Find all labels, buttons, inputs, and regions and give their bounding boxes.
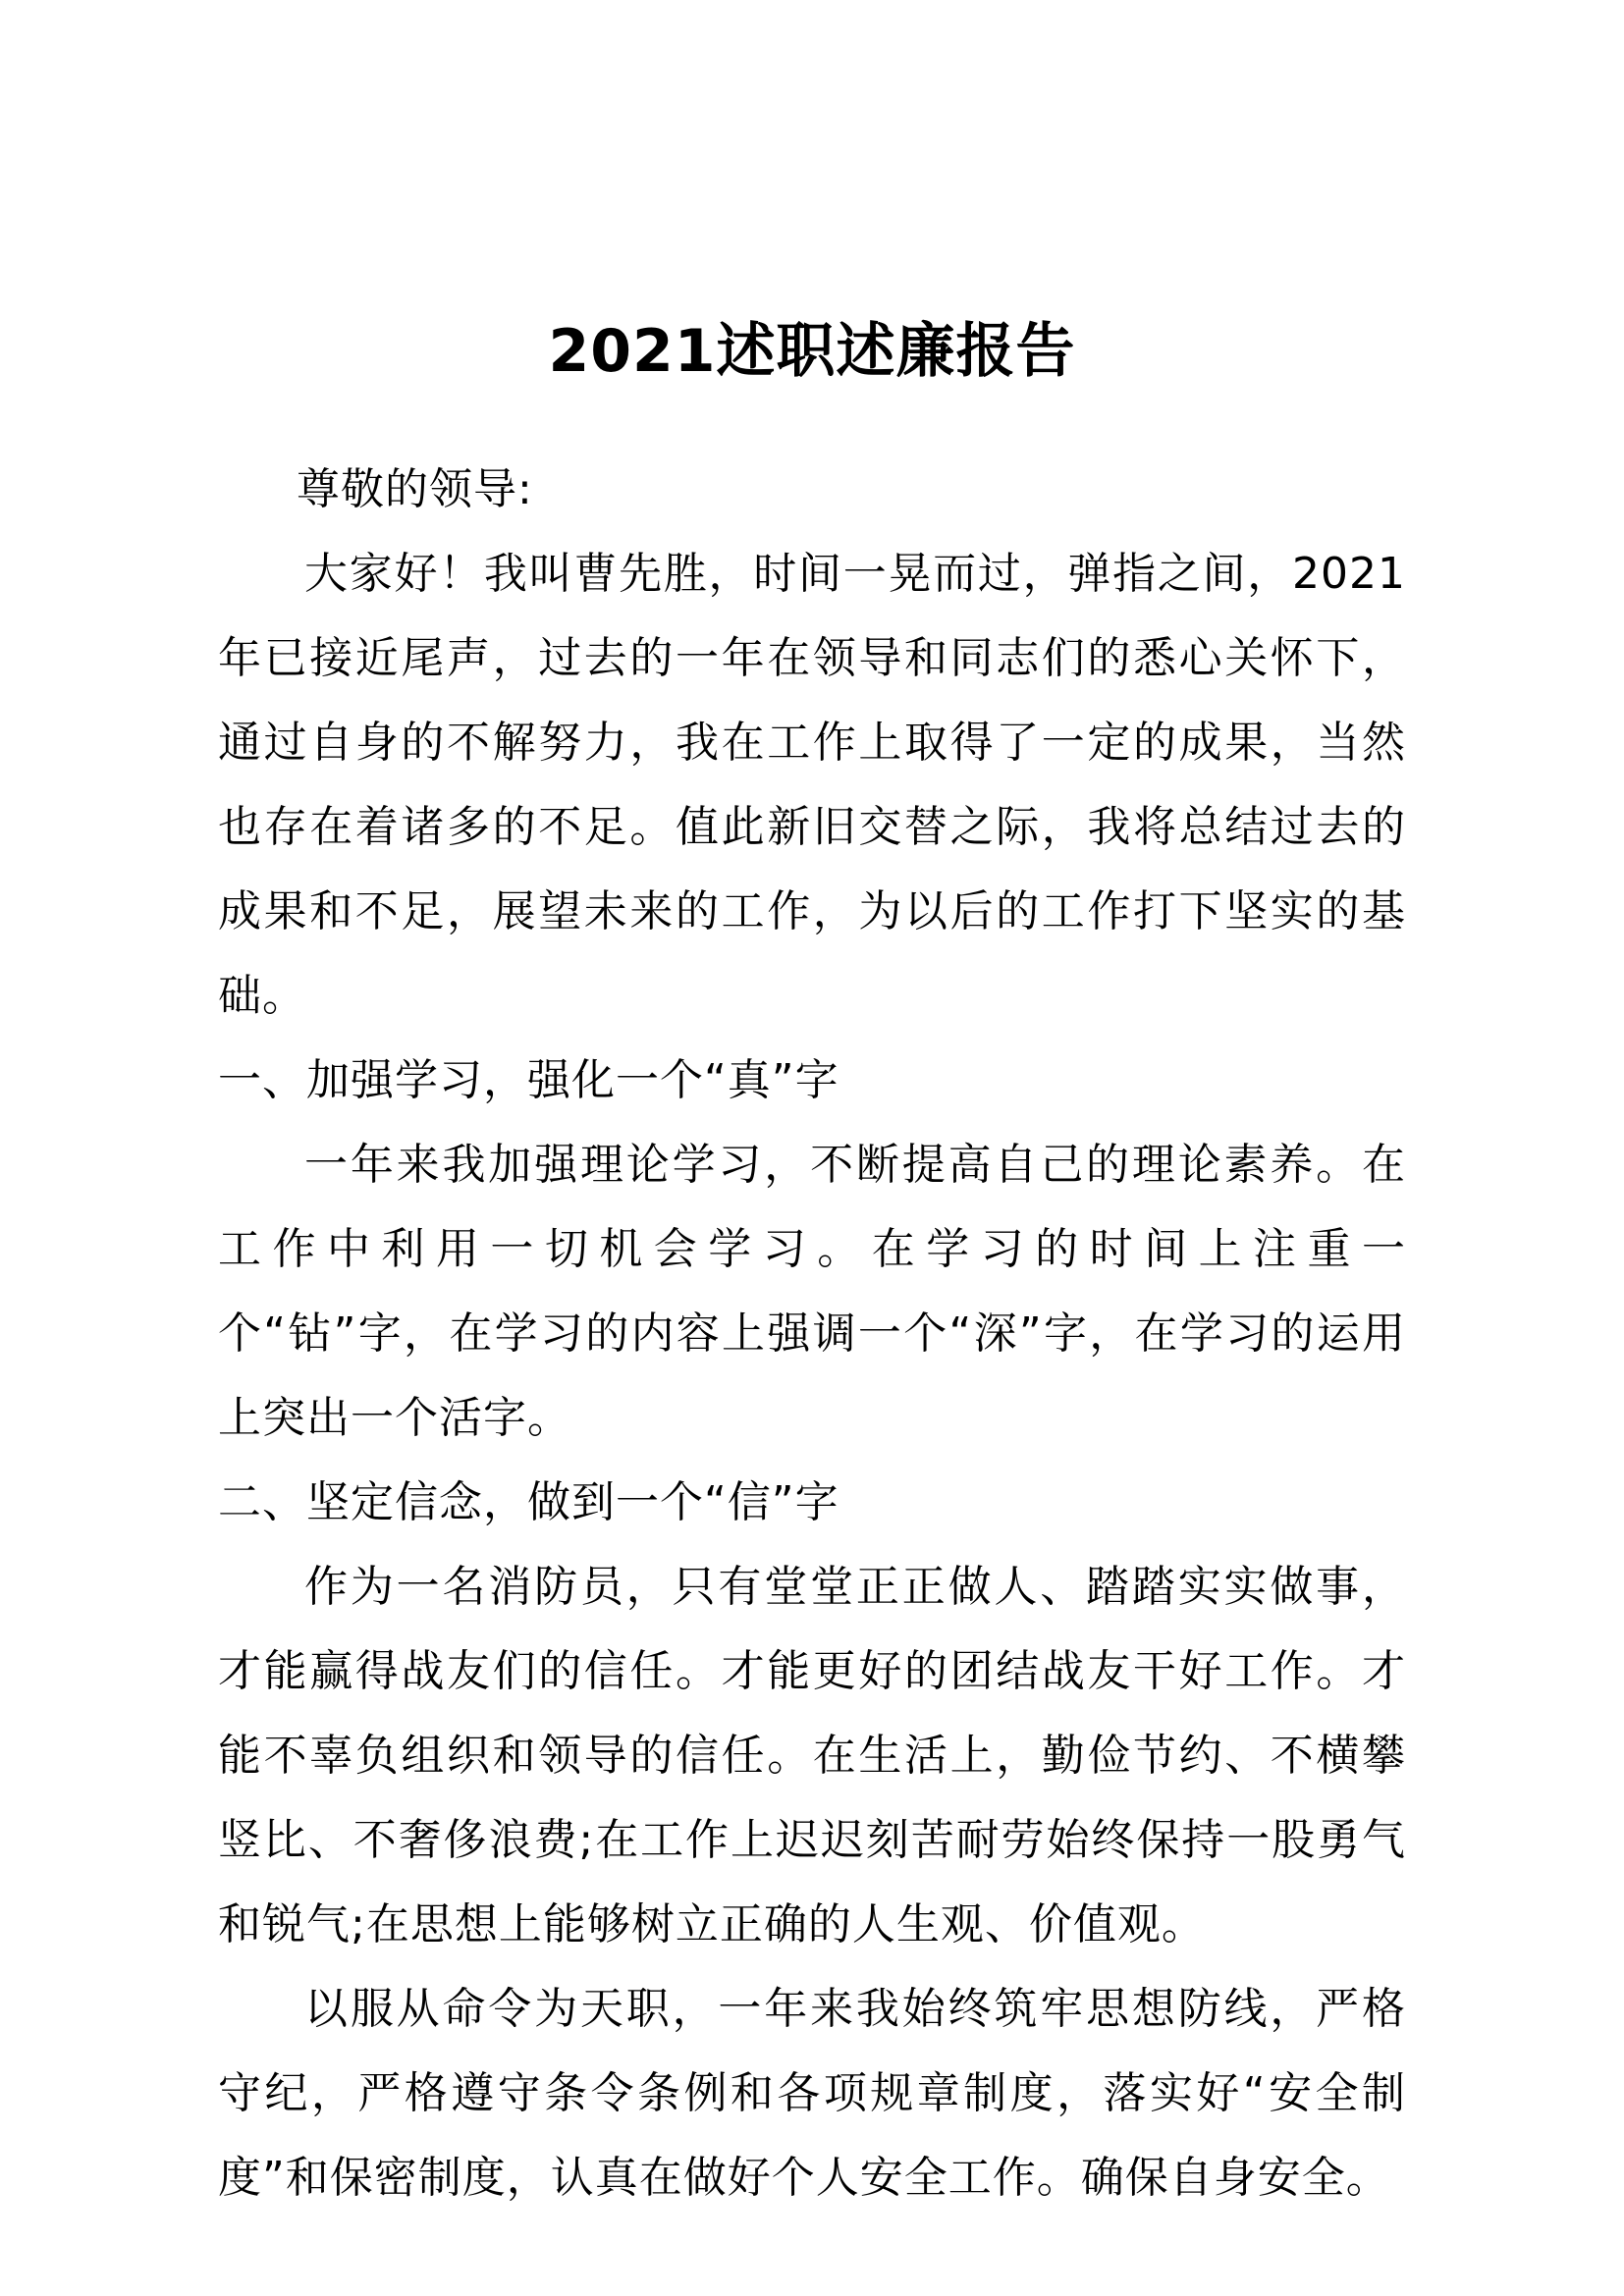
document-title: 2021述职述廉报告 [548, 317, 1076, 386]
salutation: 尊敬的领导: [297, 464, 533, 514]
paragraph-belief: 作为一名消防员，只有堂堂正正做人、踏踏实实做事，才能赢得战友们的信任。才能更好的团结战友干好工作。才能不辜负组织和领导的信任。在生活上，勤俭节约、不横攀竖比、不奢侈浪费;在工作上迟迟刻苦耐劳始终保持一股勇气和锐气;在思想上能够树立正确的人生观、价值观。 [218, 1562, 1406, 1949]
section-heading-1: 一、加强学习，强化一个“真”字 [218, 1055, 839, 1105]
document-body [218, 448, 1406, 2220]
paragraph-intro: 大家好！我叫曹先胜，时间一晃而过，弹指之间，2021年已接近尾声，过去的一年在领导和同志们的悉心关怀下，通过自身的不解努力，我在工作上取得了一定的成果，当然也存在着诸多的不足。值此新旧交替之际，我将总结过去的成果和不足，展望未来的工作，为以后的工作打下坚实的基础。 [218, 549, 1406, 1021]
paragraph-study: 一年来我加强理论学习，不断提高自己的理论素养。在工作中利用一切机会学习。在学习的时间上注重一个“钻”字，在学习的内容上强调一个“深”字，在学习的运用上突出一个活字。 [218, 1140, 1406, 1443]
paragraph-discipline: 以服从命令为天职，一年来我始终筑牢思想防线，严格守纪，严格遵守条令条例和各项规章制度，落实好“安全制度”和保密制度，认真在做好个人安全工作。确保自身安全。 [218, 1984, 1406, 2203]
section-heading-2: 二、坚定信念，做到一个“信”字 [218, 1477, 839, 1527]
